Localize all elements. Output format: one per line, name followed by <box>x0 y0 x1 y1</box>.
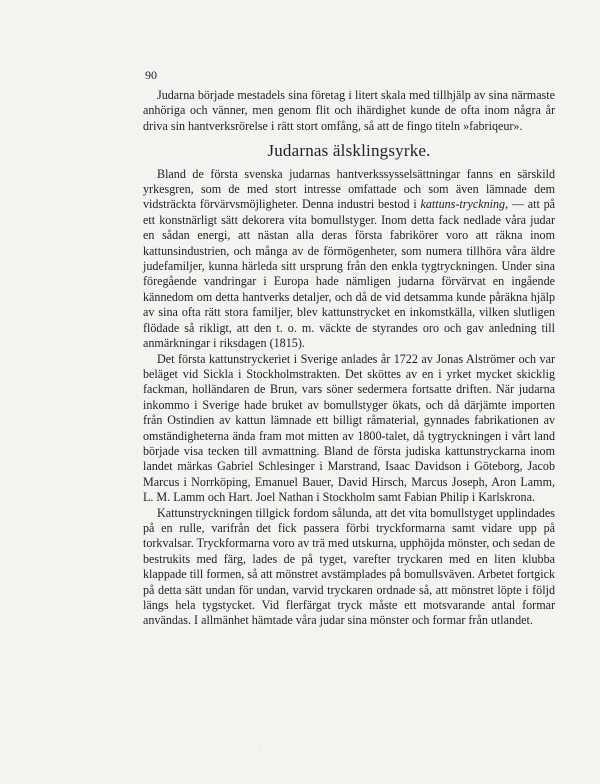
body-text <box>143 88 555 629</box>
intro-paragraph: Judarna började mestadels sina företag i litert skala med tillhjälp av sina närmaste anhöriga och vänner, men genom flit och ihärdighet kunde de ofta inom några år driva sin hantverksrörelse i rätt stort omfång, så att de fingo titeln »fabriqeur». <box>143 88 555 133</box>
paragraph-3: Kattunstryckningen tillgick fordom sålunda, att det vita bomullstyget upplindades på en rulle, varifrån det fick passera förbi tryckformarna samt vidare upp på torkvalsar. Tryckformarna voro av trä med utskurna, upphöjda mönster, och sedan de bestrukits med färg, lades de på tyget, varefter tryckaren med en liten klubba klappade till formen, så att mönstret avstämplades på bomullsväven. Arbetet fortgick på detta sätt undan för undan, varvid tryckaren ordnade så, att mönstret löpte i följd längs hela tygstycket. Vid flerfärgat tryck måste ett motsvarande antal formar användas. I allmänhet hämtade våra judar sina mönster och formar från utlandet. <box>143 505 555 628</box>
section-heading: Judarnas älsklingsyrke. <box>267 141 431 161</box>
paragraph-1-part-a: Bland de första svenska judarnas hantverkssysselsättningar fanns en särskild yrkesgren, som de med stort intresse omfattade och som även lämnade dem vidsträckta förvärvsmöjligheter. Denna industri bestod i <box>143 166 555 212</box>
footer-mark: ⸒ <box>258 744 260 750</box>
paragraph-1-part-b: , — att på ett konstnärligt sätt dekorera vita bomullstyger. Inom detta fack nedlade våra judar en sådan energi, att nästan alla deras första fabrikörer voro att räkna inom kattunsindustrien, och många av de förmögenheter, som numera tillhöra våra äldre judefamiljer, kunna härleda sitt ursprung från den enkla tygtryckningen. Under sina föregående vandringar i Europa hade nämligen judarna förvärvat en ingående kännedom om detta hantverks detaljer, och då de vid detsamma kunde påräkna hjälp av sina ofta rätt stora familjer, blev kattunstrycket en inkomstkälla, vilken slutligen flödade så rikligt, att den t. o. m. väckte de styrandes oro och gav anledning till anmärkningar i riksdagen (1815). <box>143 197 555 351</box>
paragraph-1-emphasis: kattuns-tryckning <box>420 197 506 212</box>
page-number: 90 <box>145 68 157 82</box>
paragraph-2: Det första kattunstryckeriet i Sverige anlades år 1722 av Jonas Alströmer och var beläget vid Sickla i Stockholmstrakten. Det sköttes av en i yrket mycket skicklig fackman, holländaren de Brun, vars söner sedermera fortsatte driften. När judarna inkommo i Sverige hade bruket av bomullstyger ökats, och då därjämte importen från Ostindien av kattun lämnade ett billigt råmaterial, gynnades fabrikationen av omständigheterna ända fram mot mitten av 1800-talet, då tygtryckningen i vårt land började visa tecken till avmattning. Bland de första judiska kattunstryckarna inom landet märkas Gabriel Schlesinger i Marstrand, Isaac Davidson i Göteborg, Jacob Marcus i Norrköping, Emanuel Bauer, David Hirsch, Marcus Joseph, Aron Lamm, L. M. Lamm och Hart. Joel Nathan i Stockholm samt Fabian Philip i Karlskrona. <box>143 351 555 505</box>
paragraph-1 <box>143 167 555 352</box>
